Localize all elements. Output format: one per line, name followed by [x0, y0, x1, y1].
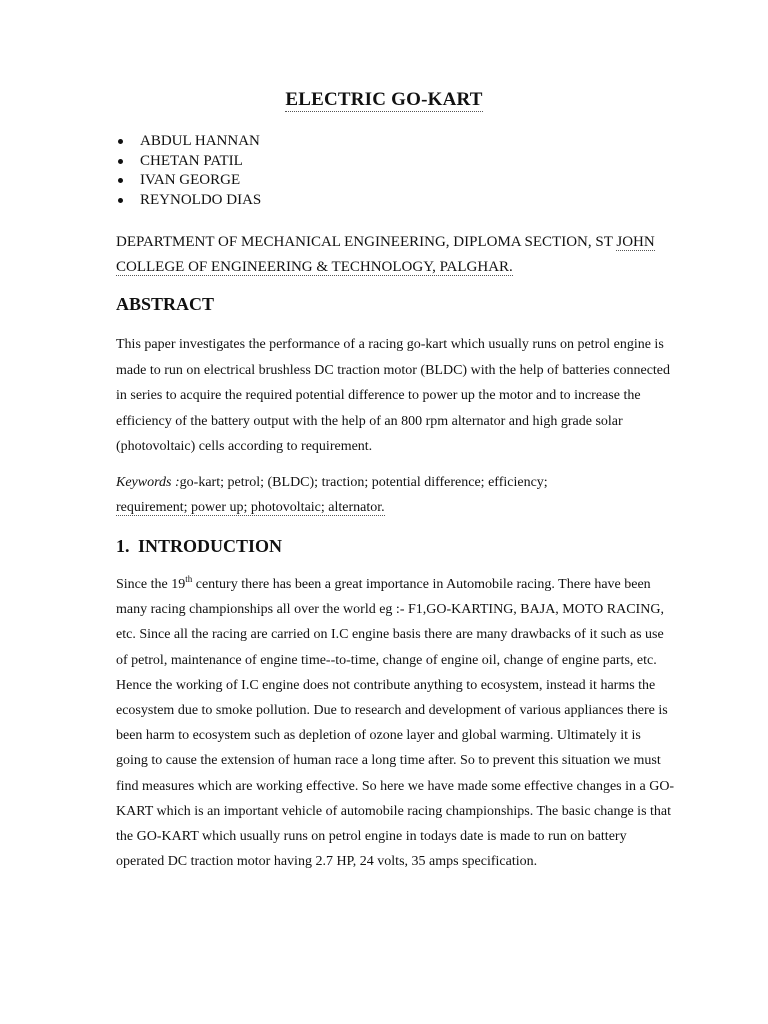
- author-item: CHETAN PATIL: [116, 152, 261, 172]
- abstract-text: This paper investigates the performance of a racing go-kart which usually runs on petrol engine is made to run on electrical brushless DC traction motor (BLDC) with the help of batteries connected in series to acquire the required potential difference to power up the motor and to increase the efficiency of the battery output with the help of an 800 rpm alternator and high grade solar (photovoltaic) cells according to requirement.: [116, 337, 671, 454]
- author-list: [116, 132, 261, 210]
- affiliation: DEPARTMENT OF MECHANICAL ENGINEERING, DIPLOMA SECTION, ST JOHN COLLEGE OF ENGINEERING & TECHNOLOGY, PALGHAR.: [116, 234, 655, 275]
- author-item: IVAN GEORGE: [116, 171, 261, 191]
- abstract-heading: ABSTRACT: [116, 294, 215, 314]
- introduction-text: Since the 19th century there has been a great importance in Automobile racing. There have been many racing championships all over the world eg :- F1,GO-KARTING, BAJA, MOTO RACING, etc. Since all the racing are carried on I.C engine basis there are many drawbacks of it such as use of petrol, maintenance of engine time--to-time, change of engine oil, change of engine parts, etc. Hence the working of I.C engine does not contribute anything to ecosystem, instead it harms the ecosystem due to smoke pollution. Due to research and development of various appliances there is been harm to ecosystem such as depletion of ozone layer and global warming. Ultimately it is going to cause the extension of human race a long time after. So to prevent this situation we must find measures which are working effective. So here we have made some effective changes in a GO-KART which is an important vehicle of automobile racing championships. The basic change is that the GO-KART which usually runs on petrol engine in todays date is made to run on battery operated DC traction motor having 2.7 HP, 24 volts, 35 amps specification.: [116, 574, 675, 870]
- author-item: ABDUL HANNAN: [116, 132, 261, 152]
- author-item: REYNOLDO DIAS: [116, 191, 261, 211]
- introduction-heading: 1. INTRODUCTION: [116, 536, 283, 556]
- keywords: Keywords :go-kart; petrol; (BLDC); traction; potential difference; efficiency; requirement; power up; photovoltaic; alternator.: [116, 475, 548, 515]
- paper-title: ELECTRIC GO-KART: [285, 89, 483, 110]
- keywords-label: Keywords :: [116, 475, 180, 490]
